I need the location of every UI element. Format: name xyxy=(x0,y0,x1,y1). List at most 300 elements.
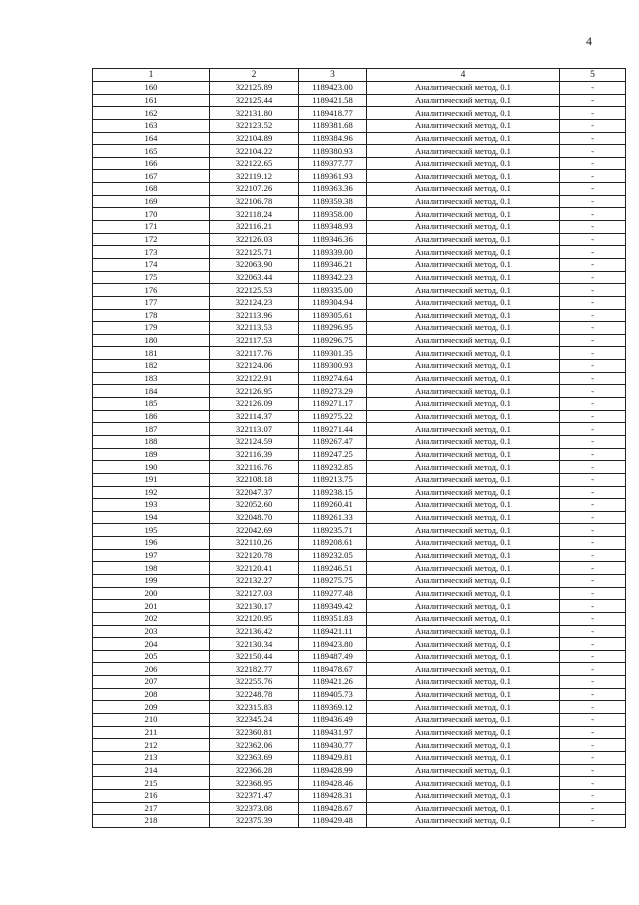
cell-method: Аналитический метод, 0.1 xyxy=(367,688,560,701)
page-number: 4 xyxy=(586,34,592,48)
cell-y-coordinate: 1189423.80 xyxy=(299,638,367,651)
table-row xyxy=(93,435,626,448)
table-row xyxy=(93,221,626,234)
cell-point-number: 205 xyxy=(93,650,210,663)
cell-description: - xyxy=(560,132,626,145)
cell-y-coordinate: 1189342.23 xyxy=(299,271,367,284)
cell-point-number: 207 xyxy=(93,676,210,689)
cell-x-coordinate: 322375.39 xyxy=(210,815,299,828)
cell-point-number: 199 xyxy=(93,574,210,587)
cell-x-coordinate: 322126.09 xyxy=(210,398,299,411)
cell-x-coordinate: 322107.26 xyxy=(210,183,299,196)
cell-method: Аналитический метод, 0.1 xyxy=(367,486,560,499)
cell-method: Аналитический метод, 0.1 xyxy=(367,372,560,385)
table-row xyxy=(93,410,626,423)
table-row xyxy=(93,423,626,436)
cell-y-coordinate: 1189274.64 xyxy=(299,372,367,385)
cell-y-coordinate: 1189428.31 xyxy=(299,789,367,802)
table-row xyxy=(93,676,626,689)
table-row xyxy=(93,562,626,575)
cell-x-coordinate: 322182.77 xyxy=(210,663,299,676)
cell-method: Аналитический метод, 0.1 xyxy=(367,537,560,550)
table-row xyxy=(93,726,626,739)
table-row xyxy=(93,764,626,777)
cell-point-number: 193 xyxy=(93,499,210,512)
cell-description: - xyxy=(560,271,626,284)
cell-y-coordinate: 1189358.00 xyxy=(299,208,367,221)
cell-y-coordinate: 1189305.61 xyxy=(299,309,367,322)
cell-description: - xyxy=(560,398,626,411)
cell-point-number: 187 xyxy=(93,423,210,436)
cell-description: - xyxy=(560,284,626,297)
cell-point-number: 192 xyxy=(93,486,210,499)
cell-point-number: 183 xyxy=(93,372,210,385)
cell-point-number: 167 xyxy=(93,170,210,183)
cell-method: Аналитический метод, 0.1 xyxy=(367,802,560,815)
cell-x-coordinate: 322108.18 xyxy=(210,473,299,486)
cell-y-coordinate: 1189346.21 xyxy=(299,258,367,271)
cell-x-coordinate: 322117.53 xyxy=(210,334,299,347)
table-row xyxy=(93,246,626,259)
cell-point-number: 200 xyxy=(93,587,210,600)
cell-point-number: 176 xyxy=(93,284,210,297)
cell-y-coordinate: 1189431.97 xyxy=(299,726,367,739)
cell-y-coordinate: 1189428.99 xyxy=(299,764,367,777)
table-row xyxy=(93,195,626,208)
table-row xyxy=(93,170,626,183)
cell-x-coordinate: 322106.78 xyxy=(210,195,299,208)
header-x-coordinate: 2 xyxy=(210,69,299,82)
cell-y-coordinate: 1189246.51 xyxy=(299,562,367,575)
cell-point-number: 191 xyxy=(93,473,210,486)
table-row xyxy=(93,448,626,461)
cell-point-number: 186 xyxy=(93,410,210,423)
cell-description: - xyxy=(560,537,626,550)
cell-y-coordinate: 1189208.61 xyxy=(299,537,367,550)
table-row xyxy=(93,688,626,701)
cell-y-coordinate: 1189478.67 xyxy=(299,663,367,676)
cell-description: - xyxy=(560,334,626,347)
table-row xyxy=(93,549,626,562)
cell-method: Аналитический метод, 0.1 xyxy=(367,739,560,752)
table-row xyxy=(93,815,626,828)
cell-method: Аналитический метод, 0.1 xyxy=(367,221,560,234)
cell-description: - xyxy=(560,360,626,373)
cell-y-coordinate: 1189235.71 xyxy=(299,524,367,537)
cell-method: Аналитический метод, 0.1 xyxy=(367,157,560,170)
cell-point-number: 169 xyxy=(93,195,210,208)
cell-point-number: 168 xyxy=(93,183,210,196)
table-row xyxy=(93,650,626,663)
table-row xyxy=(93,473,626,486)
cell-x-coordinate: 322125.71 xyxy=(210,246,299,259)
table-row xyxy=(93,183,626,196)
cell-x-coordinate: 322124.06 xyxy=(210,360,299,373)
cell-description: - xyxy=(560,183,626,196)
cell-description: - xyxy=(560,385,626,398)
cell-description: - xyxy=(560,688,626,701)
cell-point-number: 171 xyxy=(93,221,210,234)
cell-description: - xyxy=(560,701,626,714)
cell-y-coordinate: 1189384.96 xyxy=(299,132,367,145)
cell-x-coordinate: 322124.23 xyxy=(210,296,299,309)
cell-y-coordinate: 1189421.26 xyxy=(299,676,367,689)
cell-method: Аналитический метод, 0.1 xyxy=(367,751,560,764)
cell-y-coordinate: 1189351.83 xyxy=(299,612,367,625)
cell-x-coordinate: 322122.91 xyxy=(210,372,299,385)
cell-method: Аналитический метод, 0.1 xyxy=(367,714,560,727)
cell-description: - xyxy=(560,511,626,524)
cell-point-number: 218 xyxy=(93,815,210,828)
header-description: 5 xyxy=(560,69,626,82)
cell-method: Аналитический метод, 0.1 xyxy=(367,461,560,474)
cell-method: Аналитический метод, 0.1 xyxy=(367,119,560,132)
cell-description: - xyxy=(560,258,626,271)
table-row xyxy=(93,157,626,170)
cell-description: - xyxy=(560,473,626,486)
cell-description: - xyxy=(560,612,626,625)
cell-y-coordinate: 1189277.48 xyxy=(299,587,367,600)
cell-point-number: 214 xyxy=(93,764,210,777)
cell-point-number: 184 xyxy=(93,385,210,398)
cell-point-number: 180 xyxy=(93,334,210,347)
cell-y-coordinate: 1189363.36 xyxy=(299,183,367,196)
cell-method: Аналитический метод, 0.1 xyxy=(367,107,560,120)
cell-y-coordinate: 1189213.75 xyxy=(299,473,367,486)
cell-method: Аналитический метод, 0.1 xyxy=(367,764,560,777)
cell-point-number: 165 xyxy=(93,145,210,158)
cell-description: - xyxy=(560,777,626,790)
cell-y-coordinate: 1189361.93 xyxy=(299,170,367,183)
cell-x-coordinate: 322130.34 xyxy=(210,638,299,651)
cell-description: - xyxy=(560,587,626,600)
cell-x-coordinate: 322124.59 xyxy=(210,435,299,448)
cell-method: Аналитический метод, 0.1 xyxy=(367,600,560,613)
cell-method: Аналитический метод, 0.1 xyxy=(367,410,560,423)
cell-description: - xyxy=(560,107,626,120)
cell-point-number: 215 xyxy=(93,777,210,790)
header-point-number: 1 xyxy=(93,69,210,82)
cell-method: Аналитический метод, 0.1 xyxy=(367,625,560,638)
cell-y-coordinate: 1189260.41 xyxy=(299,499,367,512)
cell-y-coordinate: 1189301.35 xyxy=(299,347,367,360)
cell-method: Аналитический метод, 0.1 xyxy=(367,448,560,461)
cell-y-coordinate: 1189428.46 xyxy=(299,777,367,790)
cell-x-coordinate: 322345.24 xyxy=(210,714,299,727)
cell-description: - xyxy=(560,372,626,385)
cell-point-number: 163 xyxy=(93,119,210,132)
cell-description: - xyxy=(560,195,626,208)
cell-point-number: 208 xyxy=(93,688,210,701)
cell-method: Аналитический метод, 0.1 xyxy=(367,587,560,600)
cell-x-coordinate: 322363.69 xyxy=(210,751,299,764)
cell-x-coordinate: 322116.21 xyxy=(210,221,299,234)
cell-point-number: 162 xyxy=(93,107,210,120)
cell-x-coordinate: 322047.37 xyxy=(210,486,299,499)
cell-method: Аналитический метод, 0.1 xyxy=(367,676,560,689)
cell-x-coordinate: 322136.42 xyxy=(210,625,299,638)
cell-y-coordinate: 1189247.25 xyxy=(299,448,367,461)
cell-description: - xyxy=(560,815,626,828)
table-row xyxy=(93,524,626,537)
cell-description: - xyxy=(560,170,626,183)
cell-x-coordinate: 322120.41 xyxy=(210,562,299,575)
cell-point-number: 210 xyxy=(93,714,210,727)
table-row xyxy=(93,296,626,309)
cell-x-coordinate: 322117.76 xyxy=(210,347,299,360)
cell-x-coordinate: 322127.03 xyxy=(210,587,299,600)
cell-x-coordinate: 322113.96 xyxy=(210,309,299,322)
cell-method: Аналитический метод, 0.1 xyxy=(367,511,560,524)
cell-description: - xyxy=(560,233,626,246)
header-y-coordinate: 3 xyxy=(299,69,367,82)
cell-x-coordinate: 322063.90 xyxy=(210,258,299,271)
cell-method: Аналитический метод, 0.1 xyxy=(367,423,560,436)
cell-point-number: 185 xyxy=(93,398,210,411)
table-row xyxy=(93,461,626,474)
cell-x-coordinate: 322122.65 xyxy=(210,157,299,170)
cell-description: - xyxy=(560,435,626,448)
cell-y-coordinate: 1189335.00 xyxy=(299,284,367,297)
cell-y-coordinate: 1189369.12 xyxy=(299,701,367,714)
cell-method: Аналитический метод, 0.1 xyxy=(367,233,560,246)
cell-x-coordinate: 322150.44 xyxy=(210,650,299,663)
table-row xyxy=(93,258,626,271)
cell-x-coordinate: 322048.70 xyxy=(210,511,299,524)
cell-method: Аналитический метод, 0.1 xyxy=(367,650,560,663)
table-row xyxy=(93,789,626,802)
cell-method: Аналитический метод, 0.1 xyxy=(367,701,560,714)
cell-description: - xyxy=(560,221,626,234)
cell-y-coordinate: 1189275.75 xyxy=(299,574,367,587)
cell-point-number: 213 xyxy=(93,751,210,764)
cell-point-number: 166 xyxy=(93,157,210,170)
cell-y-coordinate: 1189381.68 xyxy=(299,119,367,132)
table-row xyxy=(93,233,626,246)
table-row xyxy=(93,802,626,815)
cell-y-coordinate: 1189380.93 xyxy=(299,145,367,158)
cell-x-coordinate: 322063.44 xyxy=(210,271,299,284)
cell-y-coordinate: 1189275.22 xyxy=(299,410,367,423)
cell-point-number: 174 xyxy=(93,258,210,271)
table-row xyxy=(93,145,626,158)
cell-method: Аналитический метод, 0.1 xyxy=(367,663,560,676)
cell-description: - xyxy=(560,714,626,727)
table-row xyxy=(93,271,626,284)
cell-description: - xyxy=(560,549,626,562)
cell-y-coordinate: 1189296.75 xyxy=(299,334,367,347)
table-row xyxy=(93,739,626,752)
table-row xyxy=(93,777,626,790)
cell-description: - xyxy=(560,246,626,259)
cell-method: Аналитический метод, 0.1 xyxy=(367,435,560,448)
cell-description: - xyxy=(560,145,626,158)
table-row xyxy=(93,499,626,512)
cell-method: Аналитический метод, 0.1 xyxy=(367,360,560,373)
cell-x-coordinate: 322360.81 xyxy=(210,726,299,739)
cell-point-number: 211 xyxy=(93,726,210,739)
cell-point-number: 204 xyxy=(93,638,210,651)
cell-point-number: 198 xyxy=(93,562,210,575)
table-body xyxy=(93,82,626,828)
cell-x-coordinate: 322052.60 xyxy=(210,499,299,512)
cell-y-coordinate: 1189436.49 xyxy=(299,714,367,727)
cell-x-coordinate: 322368.95 xyxy=(210,777,299,790)
cell-point-number: 182 xyxy=(93,360,210,373)
coordinates-table xyxy=(92,68,626,828)
cell-method: Аналитический метод, 0.1 xyxy=(367,777,560,790)
cell-y-coordinate: 1189421.58 xyxy=(299,94,367,107)
cell-y-coordinate: 1189429.48 xyxy=(299,815,367,828)
cell-description: - xyxy=(560,574,626,587)
cell-point-number: 197 xyxy=(93,549,210,562)
cell-y-coordinate: 1189429.81 xyxy=(299,751,367,764)
cell-method: Аналитический метод, 0.1 xyxy=(367,271,560,284)
cell-x-coordinate: 322371.47 xyxy=(210,789,299,802)
cell-x-coordinate: 322114.37 xyxy=(210,410,299,423)
cell-method: Аналитический метод, 0.1 xyxy=(367,132,560,145)
cell-description: - xyxy=(560,524,626,537)
table-row xyxy=(93,486,626,499)
cell-y-coordinate: 1189421.11 xyxy=(299,625,367,638)
cell-point-number: 160 xyxy=(93,82,210,95)
table-row xyxy=(93,347,626,360)
cell-x-coordinate: 322362.06 xyxy=(210,739,299,752)
cell-x-coordinate: 322113.07 xyxy=(210,423,299,436)
cell-method: Аналитический метод, 0.1 xyxy=(367,726,560,739)
cell-description: - xyxy=(560,663,626,676)
table-row xyxy=(93,587,626,600)
cell-description: - xyxy=(560,410,626,423)
cell-x-coordinate: 322104.89 xyxy=(210,132,299,145)
cell-method: Аналитический метод, 0.1 xyxy=(367,499,560,512)
cell-point-number: 202 xyxy=(93,612,210,625)
cell-description: - xyxy=(560,726,626,739)
cell-point-number: 212 xyxy=(93,739,210,752)
cell-description: - xyxy=(560,94,626,107)
table-row xyxy=(93,322,626,335)
cell-method: Аналитический метод, 0.1 xyxy=(367,347,560,360)
cell-method: Аналитический метод, 0.1 xyxy=(367,612,560,625)
cell-point-number: 173 xyxy=(93,246,210,259)
cell-description: - xyxy=(560,625,626,638)
table-row xyxy=(93,574,626,587)
cell-x-coordinate: 322373.08 xyxy=(210,802,299,815)
cell-description: - xyxy=(560,802,626,815)
table-row xyxy=(93,334,626,347)
cell-description: - xyxy=(560,309,626,322)
cell-point-number: 217 xyxy=(93,802,210,815)
cell-x-coordinate: 322104.22 xyxy=(210,145,299,158)
cell-method: Аналитический метод, 0.1 xyxy=(367,94,560,107)
cell-description: - xyxy=(560,739,626,752)
cell-method: Аналитический метод, 0.1 xyxy=(367,473,560,486)
cell-y-coordinate: 1189418.77 xyxy=(299,107,367,120)
cell-point-number: 189 xyxy=(93,448,210,461)
cell-method: Аналитический метод, 0.1 xyxy=(367,815,560,828)
cell-y-coordinate: 1189359.38 xyxy=(299,195,367,208)
cell-point-number: 179 xyxy=(93,322,210,335)
cell-method: Аналитический метод, 0.1 xyxy=(367,322,560,335)
cell-y-coordinate: 1189238.15 xyxy=(299,486,367,499)
cell-x-coordinate: 322123.52 xyxy=(210,119,299,132)
cell-description: - xyxy=(560,650,626,663)
cell-y-coordinate: 1189273.29 xyxy=(299,385,367,398)
cell-y-coordinate: 1189405.73 xyxy=(299,688,367,701)
table-row xyxy=(93,360,626,373)
cell-description: - xyxy=(560,461,626,474)
cell-method: Аналитический метод, 0.1 xyxy=(367,574,560,587)
cell-y-coordinate: 1189430.77 xyxy=(299,739,367,752)
table-row xyxy=(93,82,626,95)
cell-description: - xyxy=(560,119,626,132)
cell-y-coordinate: 1189349.42 xyxy=(299,600,367,613)
cell-x-coordinate: 322125.44 xyxy=(210,94,299,107)
table-row xyxy=(93,107,626,120)
cell-description: - xyxy=(560,600,626,613)
cell-method: Аналитический метод, 0.1 xyxy=(367,195,560,208)
cell-y-coordinate: 1189339.00 xyxy=(299,246,367,259)
cell-x-coordinate: 322110.26 xyxy=(210,537,299,550)
cell-point-number: 206 xyxy=(93,663,210,676)
table-row xyxy=(93,132,626,145)
table-row xyxy=(93,309,626,322)
cell-x-coordinate: 322125.89 xyxy=(210,82,299,95)
cell-y-coordinate: 1189267.47 xyxy=(299,435,367,448)
cell-y-coordinate: 1189304.94 xyxy=(299,296,367,309)
header-method: 4 xyxy=(367,69,560,82)
cell-y-coordinate: 1189348.93 xyxy=(299,221,367,234)
cell-point-number: 164 xyxy=(93,132,210,145)
cell-method: Аналитический метод, 0.1 xyxy=(367,208,560,221)
header-row xyxy=(93,69,626,82)
cell-method: Аналитический метод, 0.1 xyxy=(367,549,560,562)
cell-method: Аналитический метод, 0.1 xyxy=(367,183,560,196)
table-row xyxy=(93,612,626,625)
cell-x-coordinate: 322126.03 xyxy=(210,233,299,246)
table-row xyxy=(93,537,626,550)
cell-description: - xyxy=(560,448,626,461)
cell-y-coordinate: 1189300.93 xyxy=(299,360,367,373)
cell-method: Аналитический метод, 0.1 xyxy=(367,789,560,802)
table-row xyxy=(93,751,626,764)
cell-point-number: 209 xyxy=(93,701,210,714)
cell-point-number: 172 xyxy=(93,233,210,246)
cell-method: Аналитический метод, 0.1 xyxy=(367,638,560,651)
cell-point-number: 196 xyxy=(93,537,210,550)
cell-point-number: 203 xyxy=(93,625,210,638)
cell-method: Аналитический метод, 0.1 xyxy=(367,398,560,411)
cell-x-coordinate: 322248.78 xyxy=(210,688,299,701)
cell-x-coordinate: 322116.39 xyxy=(210,448,299,461)
cell-method: Аналитический метод, 0.1 xyxy=(367,524,560,537)
cell-method: Аналитический метод, 0.1 xyxy=(367,296,560,309)
cell-description: - xyxy=(560,347,626,360)
cell-x-coordinate: 322042.69 xyxy=(210,524,299,537)
table-row xyxy=(93,398,626,411)
cell-y-coordinate: 1189346.36 xyxy=(299,233,367,246)
cell-point-number: 161 xyxy=(93,94,210,107)
table-row xyxy=(93,208,626,221)
cell-method: Аналитический метод, 0.1 xyxy=(367,246,560,259)
cell-x-coordinate: 322119.12 xyxy=(210,170,299,183)
cell-point-number: 170 xyxy=(93,208,210,221)
table-row xyxy=(93,714,626,727)
cell-y-coordinate: 1189232.85 xyxy=(299,461,367,474)
table-row xyxy=(93,638,626,651)
cell-x-coordinate: 322126.95 xyxy=(210,385,299,398)
cell-x-coordinate: 322113.53 xyxy=(210,322,299,335)
